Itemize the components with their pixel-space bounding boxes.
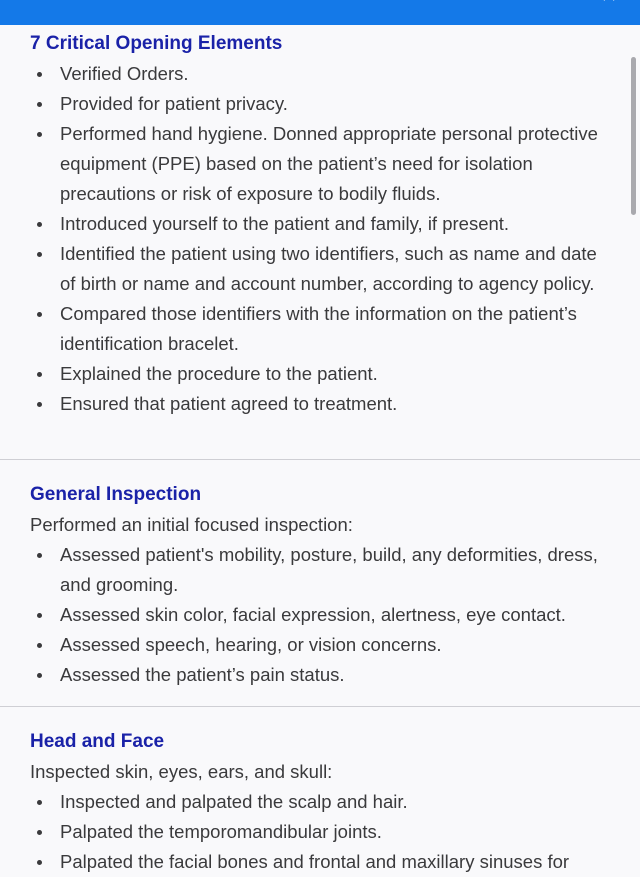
section-head-and-face [0,707,640,877]
section-title: 7 Critical Opening Elements [30,33,283,54]
list-item: Performed hand hygiene. Donned appropriate personal protective equipment (PPE) based on the patient’s need for isolation precautions or risk of exposure to bodily fluids. [30,119,610,209]
bullet-icon [37,800,42,805]
section-title: General Inspection [30,484,202,505]
list-item: Palpated the facial bones and frontal and maxillary sinuses for [30,847,610,877]
list-item: Explained the procedure to the patient. [30,359,610,389]
section-intro: Performed an initial focused inspection: [30,514,353,535]
list-item: Inspected and palpated the scalp and hair. [30,787,610,817]
bullet-icon [37,252,42,257]
top-app-bar [0,0,640,25]
bullet-icon [37,553,42,558]
bullet-icon [37,372,42,377]
list-item: Compared those identifiers with the information on the patient’s identification bracelet. [30,299,610,359]
list-item: Ensured that patient agreed to treatment. [30,389,610,419]
bullet-icon [37,402,42,407]
scrollbar-thumb[interactable] [631,57,636,215]
bullet-icon [37,613,42,618]
list-item: Provided for patient privacy. [30,89,610,119]
section-intro: Inspected skin, eyes, ears, and skull: [30,761,333,782]
bullet-icon [37,312,42,317]
bullet-icon [37,673,42,678]
list-item: Assessed skin color, facial expression, alertness, eye contact. [30,600,610,630]
bullet-icon [37,102,42,107]
checklist-content [0,25,640,877]
checklist [30,540,610,690]
bullet-icon [37,132,42,137]
list-item: Identified the patient using two identifiers, such as name and date of birth or name and account number, according to agency policy. [30,239,610,299]
checklist [30,787,610,877]
bullet-icon [37,72,42,77]
bullet-icon [37,860,42,865]
list-item: Assessed the patient’s pain status. [30,660,610,690]
list-item: Introduced yourself to the patient and family, if present. [30,209,610,239]
bullet-icon [37,222,42,227]
list-item: Assessed speech, hearing, or vision concerns. [30,630,610,660]
section-general-inspection [0,460,640,707]
section-title: Head and Face [30,731,165,752]
list-item: Assessed patient's mobility, posture, build, any deformities, dress, and grooming. [30,540,610,600]
expand-icon[interactable] [596,0,622,6]
list-item: Verified Orders. [30,59,610,89]
section-critical-opening-elements [0,25,640,460]
list-item: Palpated the temporomandibular joints. [30,817,610,847]
bullet-icon [37,643,42,648]
checklist [30,59,610,419]
bullet-icon [37,830,42,835]
